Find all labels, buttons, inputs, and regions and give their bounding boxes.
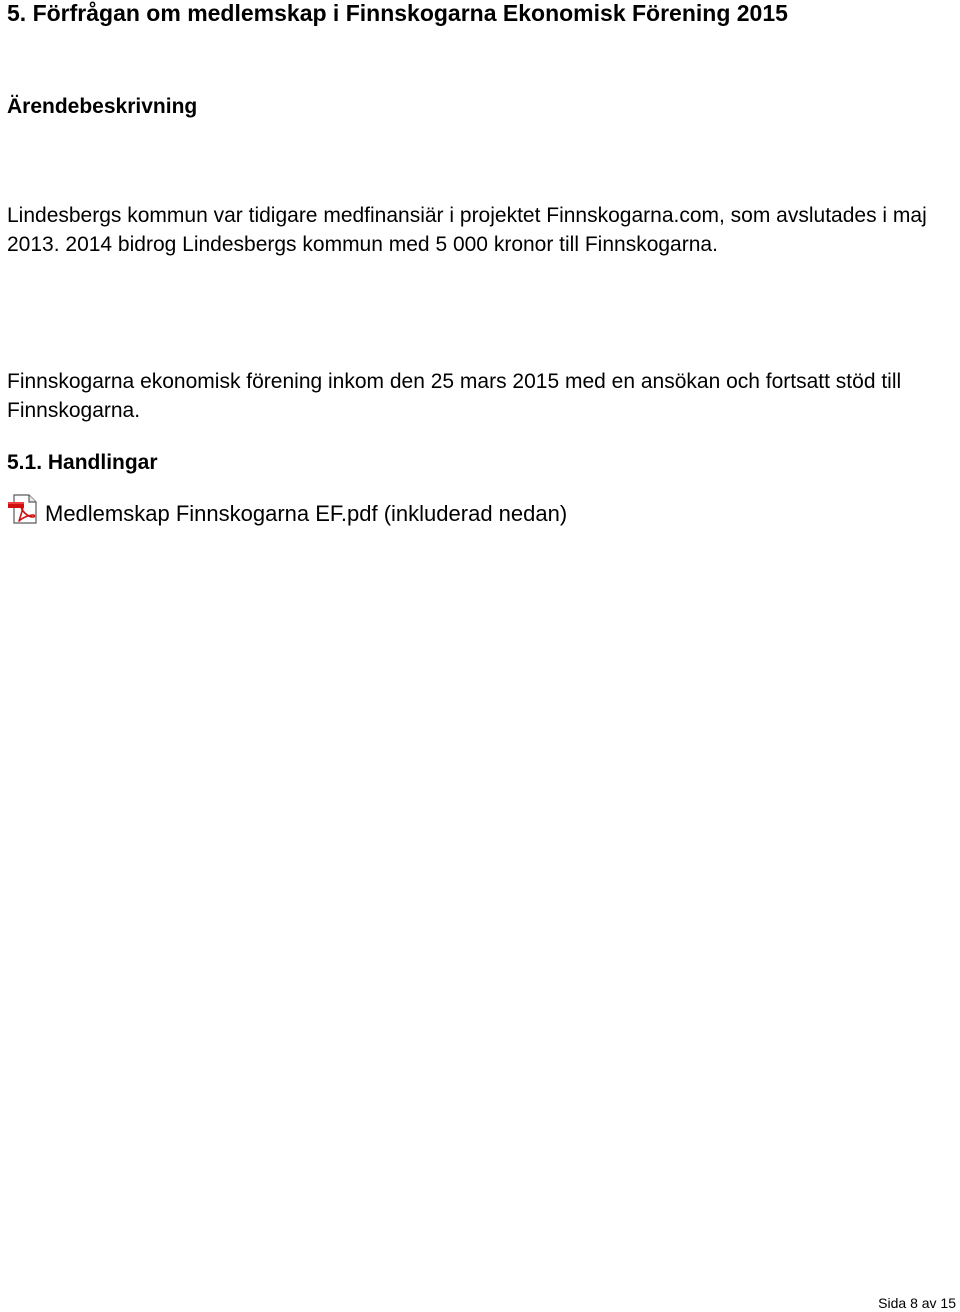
attachment-link[interactable] (7, 493, 567, 525)
description-paragraph-1: Lindesbergs kommun var tidigare medfinansiär i projektet Finnskogarna.com, som avslutades i maj 2013. 2014 bidrog Lindesbergs kommun med 5 000 kronor till Finnskogarna. (7, 204, 927, 256)
description-paragraph-2: Finnskogarna ekonomisk förening inkom den 25 mars 2015 med en ansökan och fortsatt stöd till Finnskogarna. (7, 370, 902, 422)
page-number: Sida 8 av 15 (878, 1295, 956, 1311)
attachment-label[interactable]: Medlemskap Finnskogarna EF.pdf (inkluderad nedan) (45, 501, 568, 526)
document-title: 5. Förfrågan om medlemskap i Finnskogarna Ekonomisk Förening 2015 (7, 0, 788, 26)
pdf-file-icon (7, 493, 39, 525)
documents-section-heading: 5.1. Handlingar (7, 451, 158, 474)
case-description-heading: Ärendebeskrivning (7, 95, 198, 118)
